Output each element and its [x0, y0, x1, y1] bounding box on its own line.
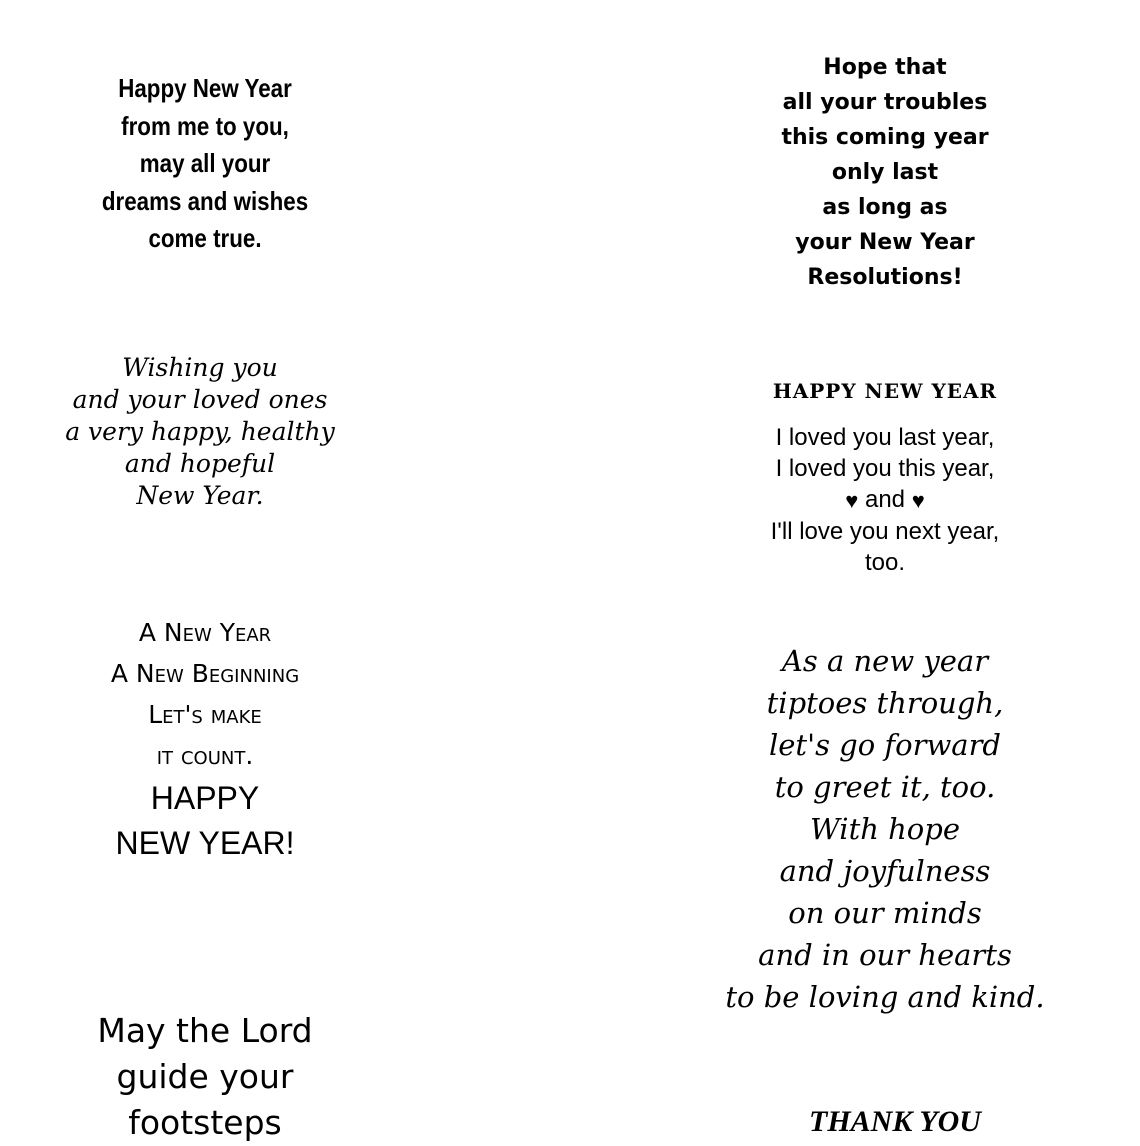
verse-line: this coming year	[781, 125, 989, 150]
verse-new-beginning	[55, 612, 355, 866]
verse-love	[735, 374, 1035, 578]
verse-line: and joyfulness	[779, 854, 991, 888]
verse-line: Hope that	[823, 55, 947, 80]
heart-icon: ♥	[845, 488, 859, 513]
verse-line: NEW YEAR!	[115, 825, 295, 861]
verse-word-and: and	[864, 486, 906, 513]
verse-line: As a new year	[781, 644, 989, 678]
verse-line: all your troubles	[782, 90, 988, 115]
verse-line: it count.	[156, 741, 254, 770]
verse-line: A New Year	[138, 618, 272, 647]
verse-line: on our minds	[788, 896, 982, 930]
verse-line: to be loving and kind.	[725, 980, 1045, 1014]
verse-line: and hopeful	[124, 449, 276, 478]
verse-line: May the Lord	[97, 1011, 313, 1050]
verse-line: Happy New Year	[118, 73, 292, 103]
verse-line: footsteps	[128, 1103, 282, 1142]
verse-line: I'll love you next year,	[770, 518, 1000, 545]
verse-tiptoes	[710, 640, 1060, 1018]
verse-line: I loved you this year,	[775, 455, 995, 482]
verse-resolutions	[735, 50, 1035, 295]
verse-line: I loved you last year,	[775, 424, 995, 451]
heart-icon: ♥	[911, 488, 925, 513]
verse-line: come true.	[148, 223, 262, 253]
verse-line: A New Beginning	[110, 659, 300, 688]
verse-line: guide your	[116, 1057, 294, 1096]
verse-line: from me to you,	[121, 110, 289, 141]
verse-line: may all your	[139, 148, 271, 178]
verse-line: too.	[864, 549, 906, 576]
verse-line: let's go forward	[769, 728, 1001, 762]
verse-line: Wishing you	[122, 353, 278, 382]
verse-new-year-wishes	[76, 70, 334, 258]
verse-line: as long as	[822, 195, 948, 220]
verse-line: New Year.	[136, 481, 264, 510]
verse-header: HAPPY NEW YEAR	[772, 379, 998, 403]
verse-line: dreams and wishes	[101, 185, 309, 216]
verse-line: and your loved ones	[72, 385, 328, 414]
verse-line: a very happy, healthy	[65, 417, 335, 446]
verse-line: With hope	[810, 812, 960, 846]
verse-line: your New Year	[795, 230, 975, 255]
verse-thank-you	[745, 1102, 1045, 1142]
verse-line: Let's make	[148, 700, 262, 729]
verse-loved-ones	[40, 352, 360, 512]
verse-lord-guide	[55, 1008, 355, 1146]
verse-line: tiptoes through,	[766, 686, 1004, 720]
verse-line: HAPPY	[150, 780, 260, 816]
verse-line: THANK YOU	[809, 1105, 981, 1138]
verse-line: Resolutions!	[807, 265, 963, 290]
verse-line: and in our hearts	[758, 938, 1012, 972]
verse-line: to greet it, too.	[774, 770, 996, 804]
verse-line: only last	[831, 160, 939, 185]
verse-line-hearts	[735, 484, 1035, 516]
